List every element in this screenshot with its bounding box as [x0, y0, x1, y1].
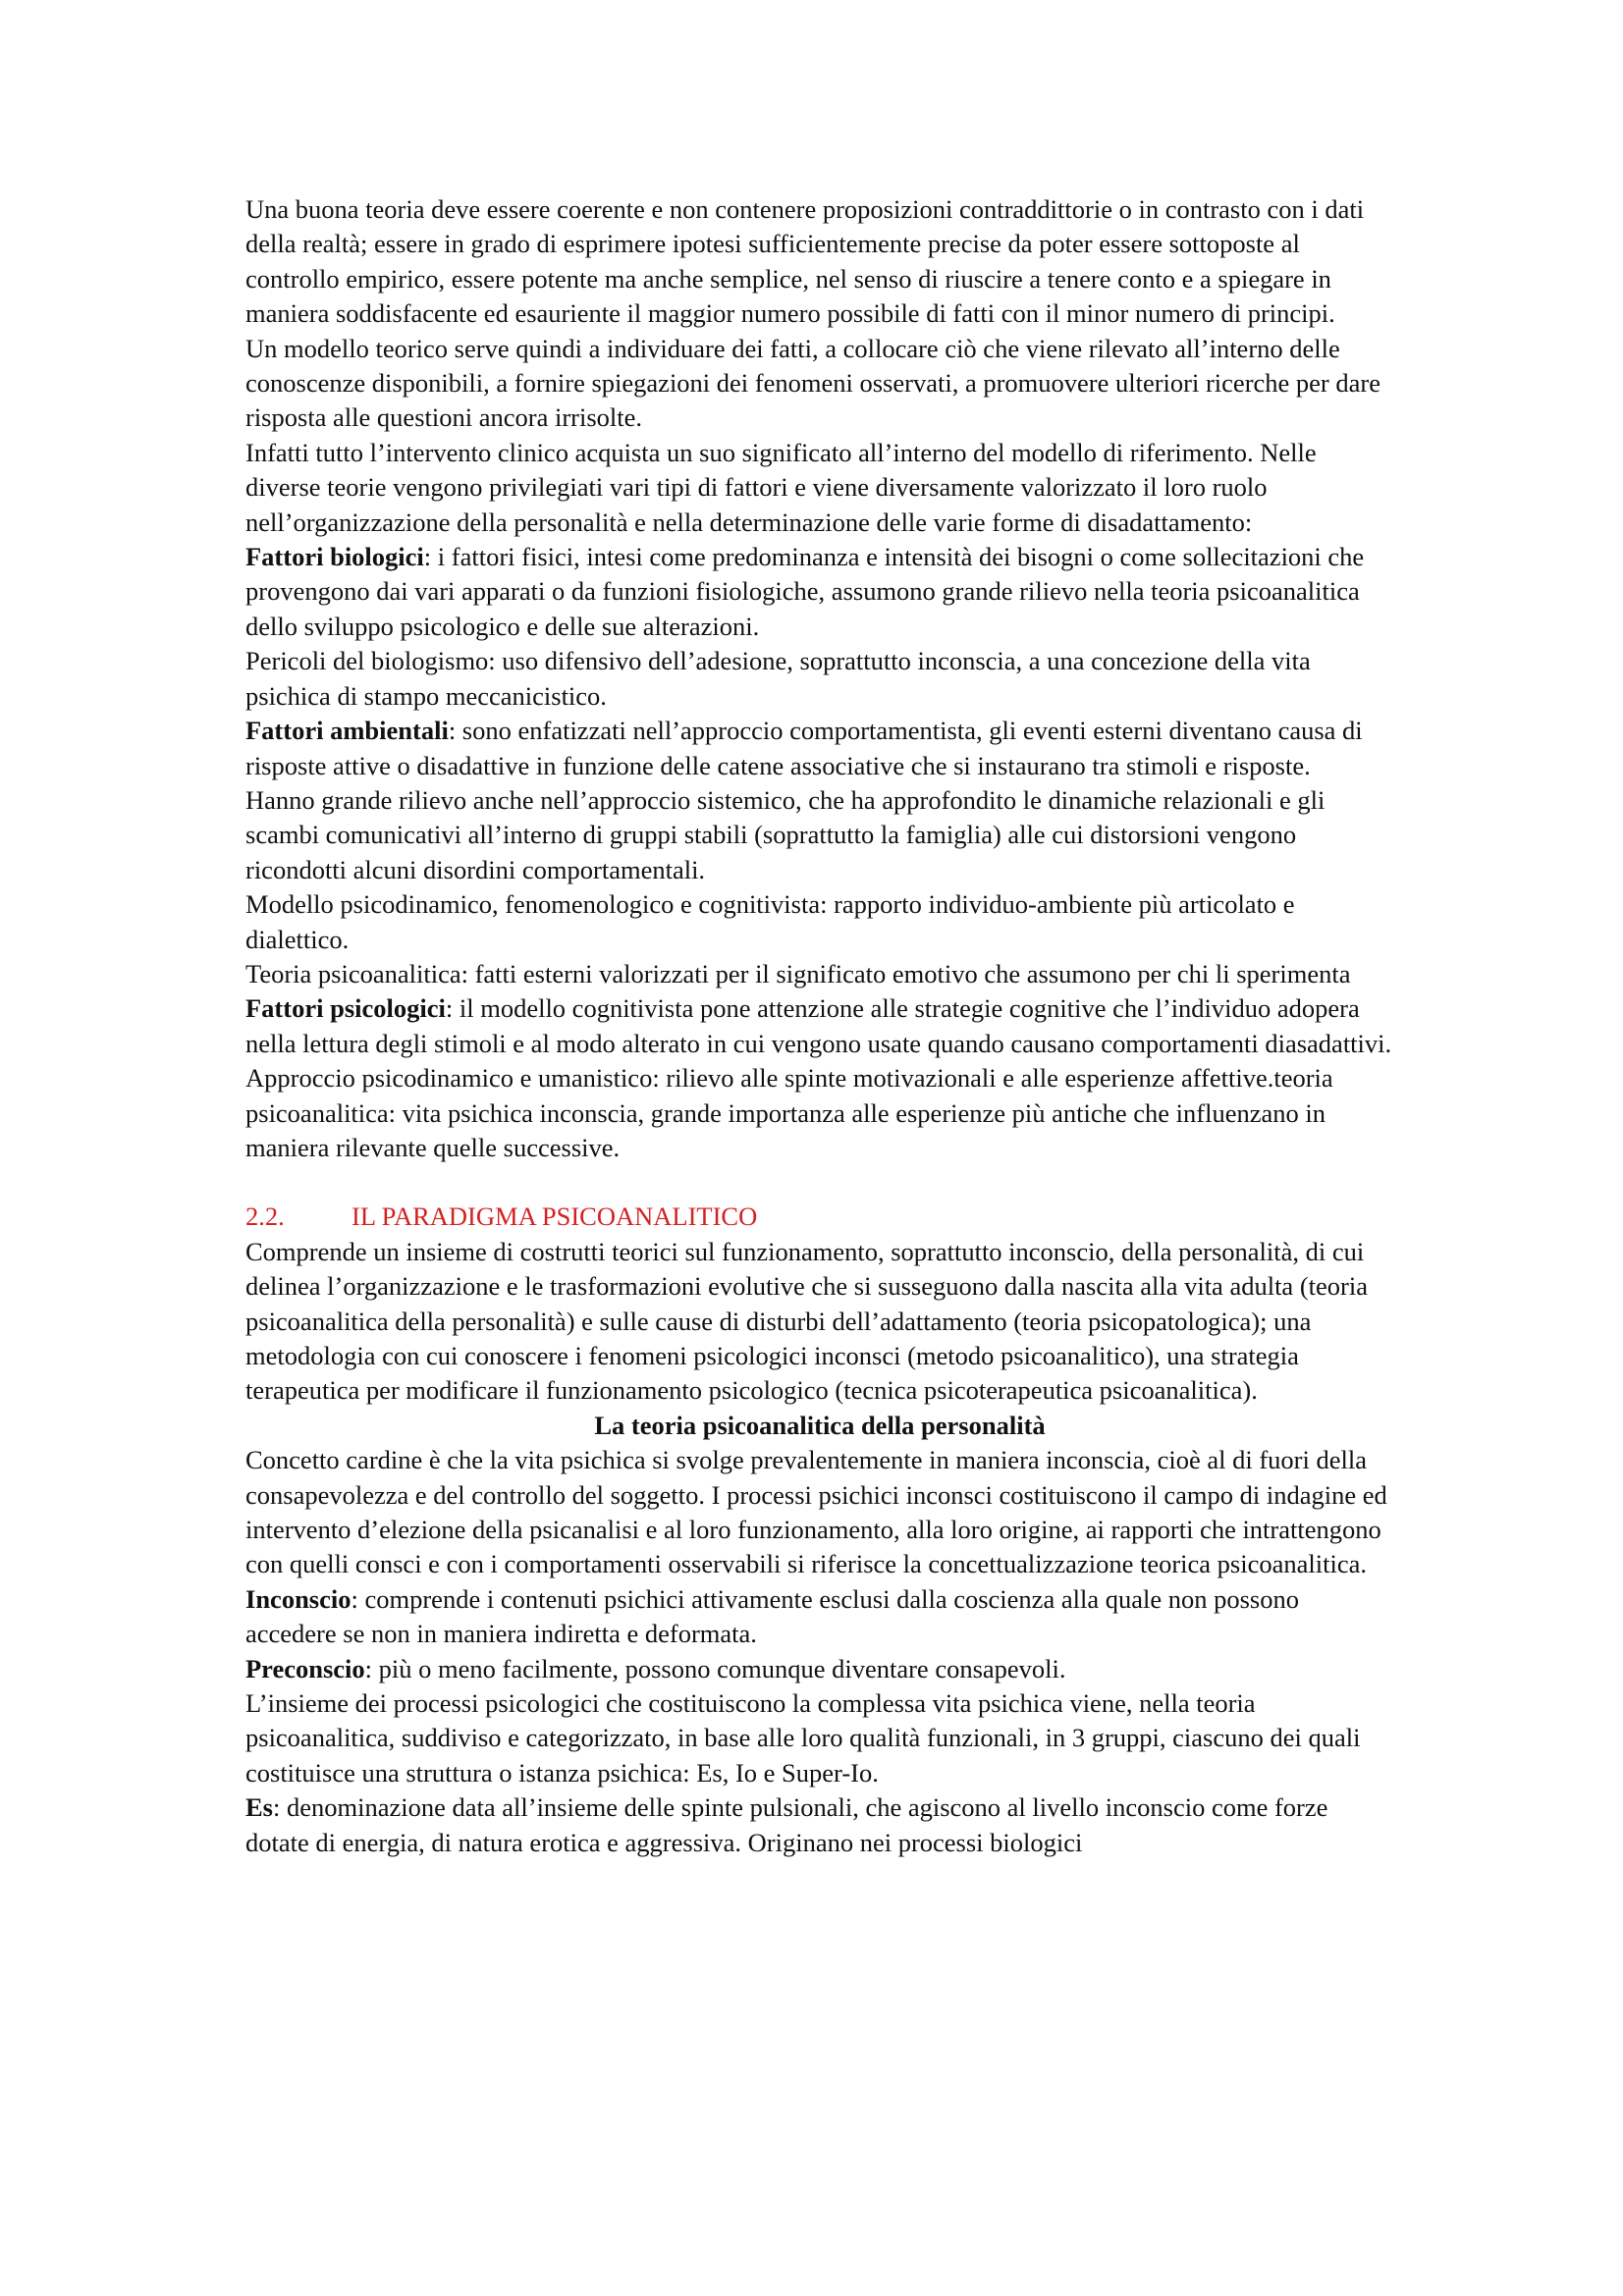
paragraph-biological-factors	[245, 540, 1394, 644]
text-biological-factors: : i fattori fisici, intesi come predominanza e intensità dei bisogni o come sollecitazioni che provengono dai vari apparati o da funzioni fisiologiche, assumono grande rilievo nella teoria psicoanalitica dello sviluppo psicologico e delle sue alterazioni.	[245, 542, 1365, 641]
term-es: Es	[245, 1792, 273, 1823]
paragraph-preconscious	[245, 1652, 1394, 1686]
term-unconscious: Inconscio	[245, 1583, 352, 1614]
term-preconscious: Preconscio	[245, 1653, 365, 1683]
subheading-personality-theory: La teoria psicoanalitica della personalità	[594, 1410, 1046, 1440]
term-psychological-factors: Fattori psicologici	[245, 993, 446, 1024]
term-environmental-factors: Fattori ambientali	[245, 716, 449, 746]
document-page	[245, 192, 1394, 1860]
text-preconscious: : più o meno facilmente, possono comunque diventare consapevoli.	[364, 1653, 1066, 1683]
paragraph-humanistic-approach: Approccio psicodinamico e umanistico: rilievo alle spinte motivazionali e alle esperienze affettive.teoria psicoanalitica: vita psichica inconscia, grande importanza alle esperienze più antiche che influenzano in maniera rilevante quelle successive.	[245, 1063, 1333, 1162]
paragraph-psychological-factors	[245, 991, 1394, 1061]
term-biological-factors: Fattori biologici	[245, 542, 424, 572]
paragraph-clinical-intervention: Infatti tutto l’intervento clinico acquista un suo significato all’interno del modello di riferimento. Nelle diverse teorie vengono privilegiati vari tipi di fattori e viene diversamente valorizzato il loro ruolo nell’organizzazione della personalità e nella determinazione delle varie forme di disadattamento:	[245, 437, 1317, 537]
paragraph-biologism-dangers: Pericoli del biologismo: uso difensivo dell’adesione, soprattutto inconscia, a una concezione della vita psichica di stampo meccanicistico.	[245, 646, 1311, 711]
section-number: 2.2.	[245, 1201, 285, 1232]
paragraph-environmental-factors	[245, 714, 1394, 783]
paragraph-systemic-approach: Hanno grande rilievo anche nell’approccio sistemico, che ha approfondito le dinamiche relazionali e gli scambi comunicativi all’interno di gruppi stabili (soprattutto la famiglia) alle cui distorsioni vengono ricondotti alcuni disordini comportamentali.	[245, 784, 1325, 884]
paragraph-unconscious	[245, 1582, 1394, 1652]
text-psychological-factors: : il modello cognitivista pone attenzione alle strategie cognitive che l’individuo adopera nella lettura degli stimoli e al modo alterato in cui vengono usate quando causano comportamenti diasadattivi.	[245, 993, 1392, 1058]
paragraph-es	[245, 1790, 1394, 1860]
paragraph-key-concept: Concetto cardine è che la vita psichica si svolge prevalentemente in maniera inconscia, cioè al di fuori della consapevolezza e del controllo del soggetto. I processi psichici inconsci costituiscono il campo di indagine ed intervento d’elezione della psicanalisi e al loro funzionamento, alla loro origine, ai rapporti che intrattengono con quelli consci e con i comportamenti osservabili si riferisce la concettualizzazione teorica psicoanalitica.	[245, 1445, 1387, 1579]
section-heading	[245, 1200, 1394, 1234]
paragraph-paradigm-definition: Comprende un insieme di costrutti teorici sul funzionamento, soprattutto inconscio, della personalità, di cui delinea l’organizzazione e le trasformazioni evolutive che si susseguono dalla nascita alla vita adulta (teoria psicoanalitica della personalità) e sulle cause di disturbi dell’adattamento (teoria psicopatologica); una metodologia con cui conoscere i fenomeni psicologici inconsci (metodo psicoanalitico), una strategia terapeutica per modificare il funzionamento psicologico (tecnica psicoterapeutica psicoanalitica).	[245, 1236, 1368, 1406]
text-es: : denominazione data all’insieme delle spinte pulsionali, che agiscono al livello inconscio come forze dotate di energia, di natura erotica e aggressiva. Originano nei processi biologici	[245, 1792, 1328, 1857]
paragraph-theoretical-model: Un modello teorico serve quindi a individuare dei fatti, a collocare ciò che viene rilevato all’interno delle conoscenze disponibili, a fornire spiegazioni dei fenomeni osservati, a promuovere ulteriori ricerche per dare risposta alle questioni ancora irrisolte.	[245, 333, 1380, 433]
text-environmental-factors: : sono enfatizzati nell’approccio comportamentista, gli eventi esterni diventano causa di risposte attive o disadattive in funzione delle catene associative che si instaurano tra stimoli e risposte.	[245, 716, 1363, 780]
paragraph-psychic-structures: L’insieme dei processi psicologici che costituiscono la complessa vita psichica viene, nella teoria psicoanalitica, suddiviso e categorizzato, in base alle loro qualità funzionali, in 3 gruppi, ciascuno dei quali costituisce una struttura o istanza psichica: Es, Io e Super-Io.	[245, 1688, 1361, 1788]
section-title: IL PARADIGMA PSICOANALITICO	[352, 1201, 758, 1232]
paragraph-good-theory: Una buona teoria deve essere coerente e non contenere proposizioni contraddittorie o in contrasto con i dati della realtà; essere in grado di esprimere ipotesi sufficientemente precise da poter essere sottoposte al controllo empirico, essere potente ma anche semplice, nel senso di riuscire a tenere conto e a spiegare in maniera soddisfacente ed esauriente il maggior numero possibile di fatti con il minor numero di principi.	[245, 194, 1365, 329]
paragraph-psychoanalytic-theory: Teoria psicoanalitica: fatti esterni valorizzati per il significato emotivo che assumono per chi li sperimenta	[245, 958, 1351, 988]
paragraph-psychodynamic-model: Modello psicodinamico, fenomenologico e cognitivista: rapporto individuo-ambiente più articolato e dialettico.	[245, 889, 1295, 954]
text-unconscious: : comprende i contenuti psichici attivamente esclusi dalla coscienza alla quale non possono accedere se non in maniera indiretta e deformata.	[245, 1583, 1299, 1649]
